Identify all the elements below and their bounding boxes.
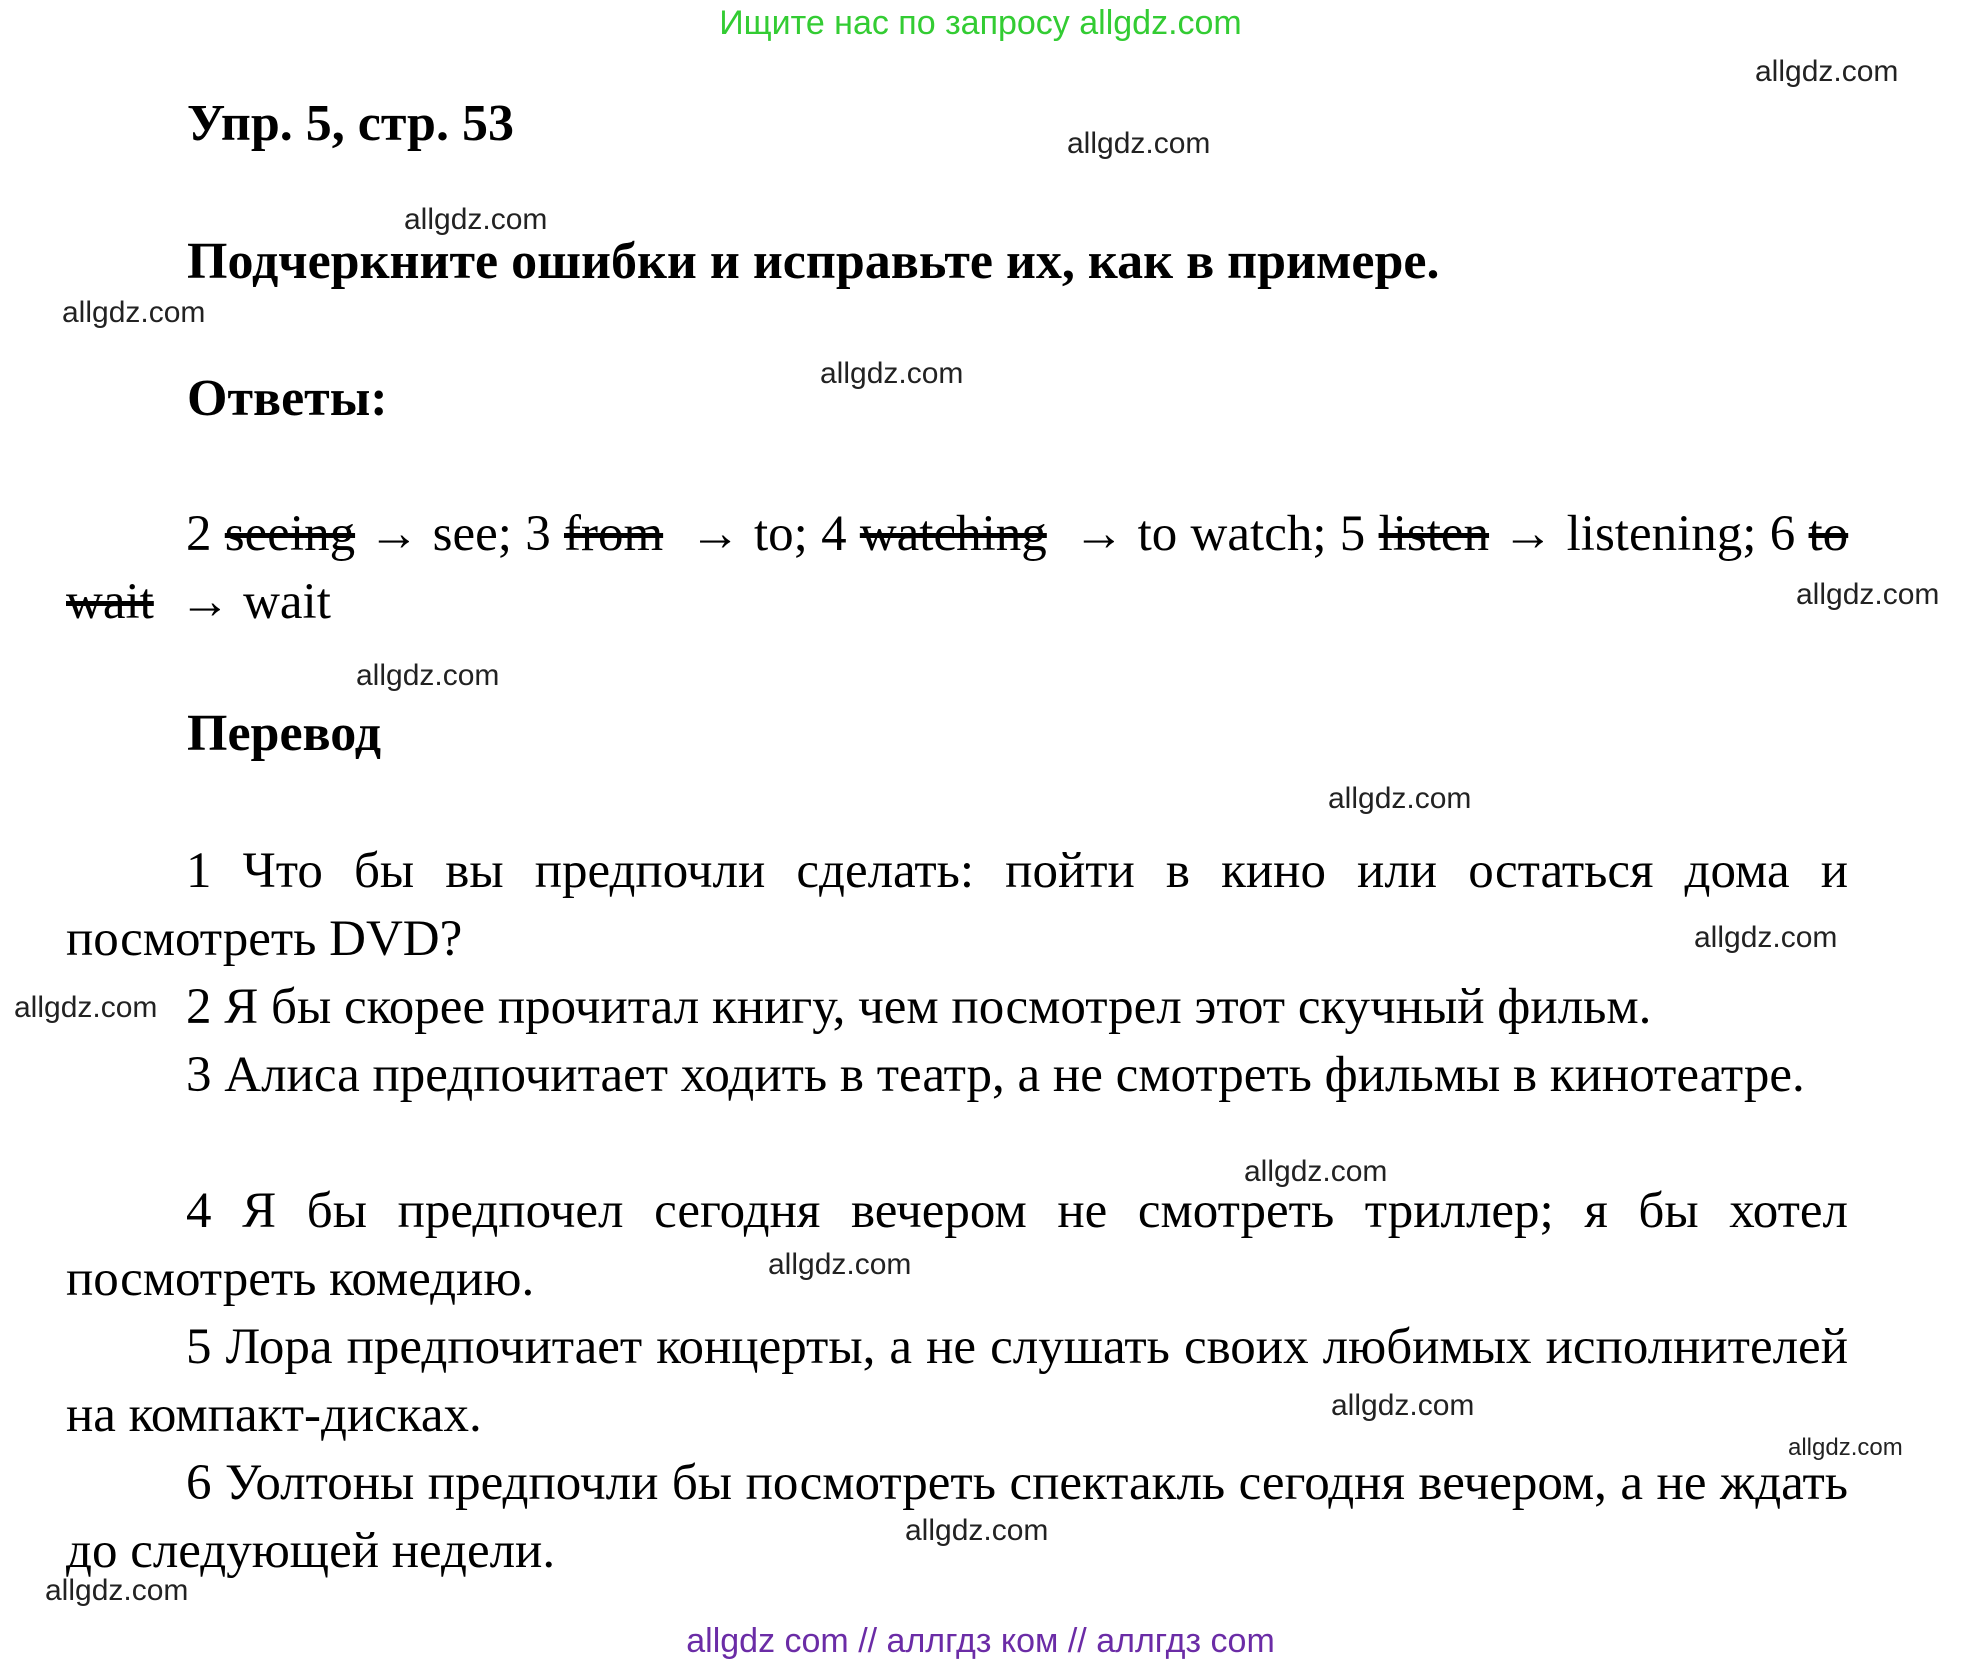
answer-6-num: 6 [1769,506,1796,562]
answer-2-wrong: seeing [224,506,356,562]
watermark: allgdz.com [768,1248,912,1281]
answer-4-num: 4 [821,506,847,562]
translation-3: 3 Алиса предпочитает ходить в театр, а не смотреть фильмы в кинотеатре. [186,1047,1805,1103]
instruction: Подчеркните ошибки и исправьте их, как в примере. [187,233,1440,290]
answer-2-correct: see [432,506,498,562]
top-banner[interactable]: Ищите нас по запросу allgdz.com [719,4,1242,42]
watermark: allgdz.com [1067,127,1211,160]
watermark: allgdz.com [1331,1389,1475,1422]
answers-text: 2 seeing → see; 3 from → to; 4 watching → to watch; 5 listen → listening; 6 to wait → wait [66,506,1849,630]
translation-2: 2 Я бы скорее прочитал книгу, чем посмотрел этот скучный фильм. [186,979,1652,1035]
arrow: → [179,574,231,630]
answer-6-correct: wait [243,574,331,630]
translation-5: 5 Лора предпочитает концерты, а не слушать своих любимых исполнителей на компакт-дисках. [66,1319,1848,1443]
answer-5-correct: listening [1566,506,1743,562]
watermark: allgdz.com [1328,782,1472,815]
answer-3-wrong: from [563,506,664,562]
watermark: allgdz.com [404,203,548,236]
watermark: allgdz.com [45,1574,189,1607]
answer-4-correct: to watch [1137,506,1313,562]
watermark: allgdz.com [1755,55,1899,88]
translation-4: 4 Я бы предпочел сегодня вечером не смотреть триллер; я бы хотел посмотреть комедию. [66,1183,1848,1307]
watermark: allgdz.com [905,1514,1049,1547]
watermark: allgdz.com [356,659,500,692]
translation-heading: Перевод [187,705,382,762]
answers-heading: Ответы: [187,370,388,427]
arrow: → [1073,506,1125,562]
answer-5-num: 5 [1339,506,1366,562]
watermark: allgdz.com [1796,578,1940,611]
answer-3-num: 3 [525,506,551,562]
answer-4-wrong: watching [859,506,1047,562]
bottom-banner[interactable]: allgdz com // аллгдз ком // аллгдз com [686,1622,1275,1660]
answer-6-wrong: to wait [66,506,1849,630]
translation-1: 1 Что бы вы предпочли сделать: пойти в кино или остаться дома и посмотреть DVD? [66,843,1848,967]
exercise-title: Упр. 5, стр. 53 [187,95,514,152]
answer-2-num: 2 [186,506,212,562]
watermark: allgdz.com [1694,921,1838,954]
translation-6: 6 Уолтоны предпочли бы посмотреть спектакль сегодня вечером, а не ждать до следующей недели. [66,1455,1848,1579]
answer-5-wrong: listen [1378,506,1490,562]
answer-3-correct: to [753,506,794,562]
watermark: allgdz.com [1244,1155,1388,1188]
watermark: allgdz.com [62,296,206,329]
arrow: → [1502,506,1554,562]
watermark: allgdz.com [1788,1434,1903,1461]
arrow: → [368,506,420,562]
arrow: → [689,506,741,562]
watermark: allgdz.com [14,991,158,1024]
watermark: allgdz.com [820,357,964,390]
